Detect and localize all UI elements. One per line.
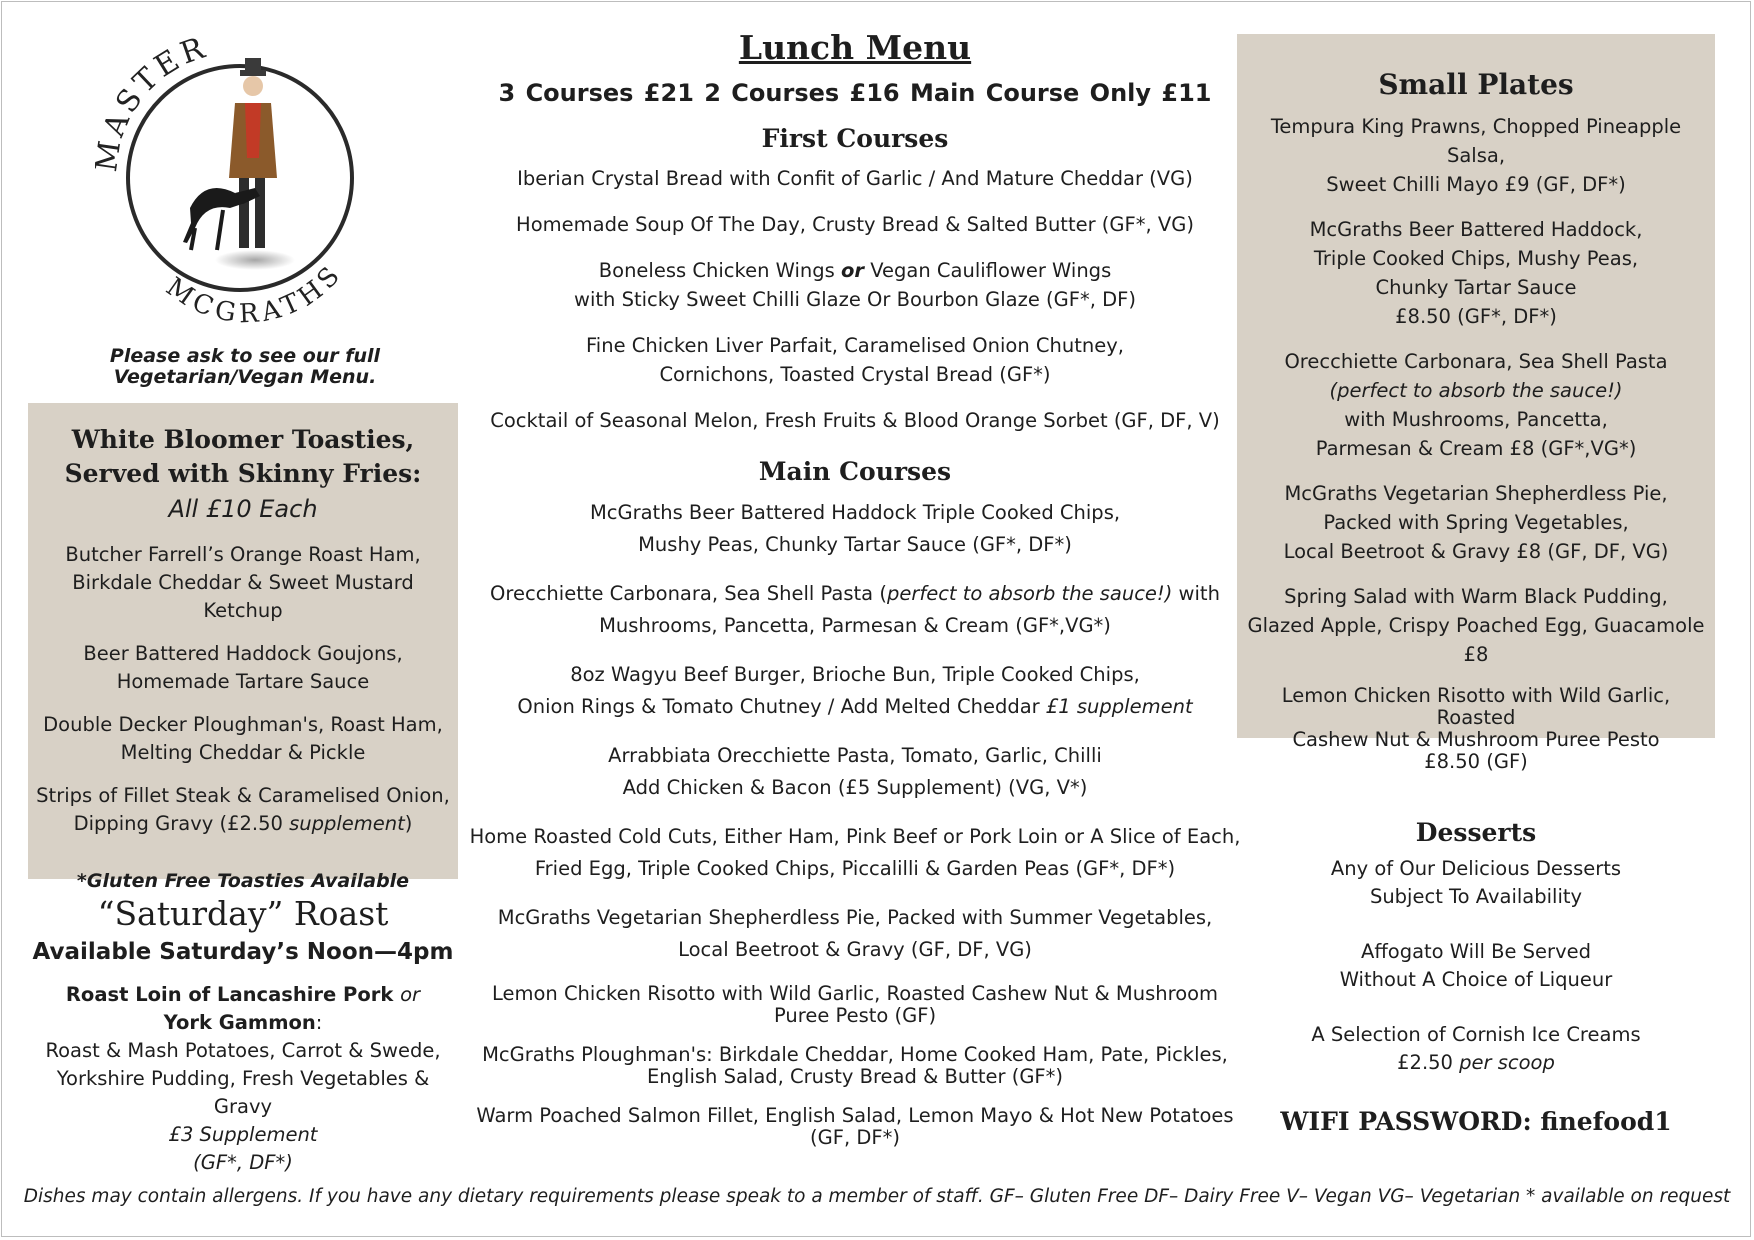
- logo-text-bottom: MCGRATHS: [160, 257, 350, 328]
- toastie-line: Homemade Tartare Sauce: [116, 670, 370, 693]
- ask-note-line-2: Vegetarian/Vegan Menu.: [113, 366, 377, 388]
- menu-item: [460, 256, 1250, 314]
- menu-line: Mushrooms, Pancetta, Parmesan & Cream (GF*,VG*): [599, 614, 1111, 637]
- small-plate-item: [1243, 347, 1709, 463]
- roast-line: Roast & Mash Potatoes, Carrot & Swede,: [45, 1039, 441, 1062]
- menu-line: [460, 578, 1250, 610]
- toasties-title-1: White Bloomer Toasties,: [71, 425, 415, 454]
- roast-availability: Available Saturday’s Noon—4pm: [32, 939, 454, 965]
- roast-title: “Saturday” Roast: [97, 894, 389, 933]
- menu-line: Mushy Peas, Chunky Tartar Sauce (GF*, DF*): [638, 533, 1072, 556]
- menu-line: McGraths Vegetarian Shepherdless Pie, Packed with Summer Vegetables,: [497, 906, 1213, 929]
- menu-line: Home Roasted Cold Cuts, Either Ham, Pink Beef or Pork Loin or A Slice of Each,: [469, 825, 1241, 848]
- menu-item: [460, 210, 1250, 239]
- wifi-password: WIFI PASSWORD: finefood1: [1280, 1107, 1672, 1136]
- plate-line-italic: (perfect to absorb the sauce!): [1329, 379, 1623, 402]
- roast-text-italic: or: [400, 983, 421, 1006]
- menu-line: Add Chicken & Bacon (£5 Supplement) (VG, V*): [622, 776, 1088, 799]
- small-plate-item: [1243, 112, 1709, 199]
- roast-supplement: £3 Supplement: [168, 1123, 318, 1146]
- menu-line: Arrabbiata Orecchiette Pasta, Tomato, Garlic, Chilli: [608, 744, 1102, 767]
- plate-line: Local Beetroot & Gravy £8 (GF, DF, VG): [1283, 540, 1669, 563]
- menu-item: [460, 578, 1250, 642]
- plate-line: Tempura King Prawns, Chopped Pineapple Salsa,: [1270, 115, 1682, 167]
- roast-text: York Gammon: [163, 1011, 316, 1034]
- first-courses-title: First Courses: [761, 124, 949, 153]
- toastie-item: [34, 541, 452, 625]
- menu-item: [460, 821, 1250, 885]
- menu-text: with: [1172, 582, 1220, 605]
- menu-text-italic: perfect to absorb the sauce!): [886, 582, 1173, 605]
- menu-text-italic: or: [841, 259, 865, 282]
- menu-line: [460, 256, 1250, 285]
- roast-text: Roast Loin of Lancashire Pork: [65, 983, 401, 1006]
- dessert-line: Subject To Availability: [1369, 885, 1583, 908]
- small-plate-item: [1243, 215, 1709, 331]
- man-with-greyhound-illustration: [183, 58, 295, 270]
- menu-line: Cocktail of Seasonal Melon, Fresh Fruits & Blood Orange Sorbet (GF, DF, V): [490, 409, 1220, 432]
- menu-text: Onion Rings & Tomato Chutney / Add Melted Cheddar: [517, 695, 1046, 718]
- menu-line: Puree Pesto (GF): [773, 1004, 937, 1027]
- toastie-line: [34, 810, 452, 838]
- plate-line: McGraths Vegetarian Shepherdless Pie,: [1284, 482, 1668, 505]
- menu-item: [460, 331, 1250, 389]
- menu-item: [460, 983, 1250, 1027]
- menu-text: Vegan Cauliflower Wings: [864, 259, 1112, 282]
- plate-line: Packed with Spring Vegetables,: [1323, 511, 1629, 534]
- master-mcgraths-logo: [95, 28, 385, 328]
- small-plate-item: [1243, 582, 1709, 669]
- logo-text-top: ASTER: [96, 29, 213, 142]
- toastie-text-italic: supplement: [289, 812, 405, 835]
- menu-line: Iberian Crystal Bread with Confit of Garlic / And Mature Cheddar (VG): [517, 167, 1193, 190]
- toastie-line: Double Decker Ploughman's, Roast Ham,: [43, 713, 443, 736]
- dessert-item: [1237, 855, 1715, 911]
- menu-line: Cornichons, Toasted Crystal Bread (GF*): [659, 363, 1051, 386]
- menu-line: McGraths Ploughman's: Birkdale Cheddar, Home Cooked Ham, Pate, Pickles,: [482, 1043, 1228, 1066]
- toasties-price: All £10 Each: [168, 495, 318, 523]
- dessert-text: £2.50: [1397, 1051, 1460, 1074]
- dessert-line: Affogato Will Be Served: [1361, 940, 1591, 963]
- menu-line: Fine Chicken Liver Parfait, Caramelised Onion Chutney,: [586, 334, 1124, 357]
- toastie-line: Butcher Farrell’s Orange Roast Ham,: [65, 543, 421, 566]
- plate-line: Lemon Chicken Risotto with Wild Garlic, Roasted: [1281, 684, 1671, 729]
- menu-line: English Salad, Crusty Bread & Butter (GF*): [646, 1065, 1064, 1088]
- roast-text: :: [315, 1011, 323, 1034]
- plate-line: with Mushrooms, Pancetta,: [1344, 408, 1608, 431]
- plate-line: Orecchiette Carbonara, Sea Shell Pasta: [1284, 350, 1668, 373]
- toastie-item: [34, 640, 452, 696]
- plate-line: Spring Salad with Warm Black Pudding,: [1284, 585, 1668, 608]
- menu-line: with Sticky Sweet Chilli Glaze Or Bourbon Glaze (GF*, DF): [574, 288, 1136, 311]
- menu-line: Warm Poached Salmon Fillet, English Salad, Lemon Mayo & Hot New Potatoes: [476, 1104, 1234, 1127]
- dessert-line: [1237, 1049, 1715, 1077]
- dessert-line: A Selection of Cornish Ice Creams: [1311, 1023, 1641, 1046]
- plate-line: Sweet Chilli Mayo £9 (GF, DF*): [1326, 173, 1626, 196]
- lunch-menu-section: [460, 25, 1250, 1166]
- dessert-item: [1237, 1021, 1715, 1077]
- toasties-title-2: Served with Skinny Fries:: [64, 459, 422, 488]
- toastie-line: Melting Cheddar & Pickle: [120, 741, 366, 764]
- plate-line: Glazed Apple, Crispy Poached Egg, Guacamole £8: [1247, 614, 1705, 666]
- menu-item: [460, 659, 1250, 723]
- toastie-line: Beer Battered Haddock Goujons,: [83, 642, 403, 665]
- menu-line: McGraths Beer Battered Haddock Triple Cooked Chips,: [589, 501, 1121, 524]
- menu-line: [460, 691, 1250, 723]
- toastie-text: ): [404, 812, 413, 835]
- menu-line: 8oz Wagyu Beef Burger, Brioche Bun, Triple Cooked Chips,: [570, 663, 1140, 686]
- small-plates-title: Small Plates: [1378, 68, 1574, 101]
- lunch-menu-title: Lunch Menu: [738, 28, 972, 67]
- dessert-line: Without A Choice of Liqueur: [1339, 968, 1613, 991]
- plate-line: Chunky Tartar Sauce: [1375, 276, 1577, 299]
- menu-item: [460, 1044, 1250, 1088]
- plate-line: £8.50 (GF*, DF*): [1395, 305, 1557, 328]
- menu-item: [460, 1105, 1250, 1149]
- toastie-item: [34, 711, 452, 767]
- menu-item: [460, 740, 1250, 804]
- small-plates-panel: [1237, 34, 1715, 773]
- menu-item: [460, 497, 1250, 561]
- plate-line: Cashew Nut & Mushroom Puree Pesto: [1292, 728, 1660, 751]
- menu-item: [460, 902, 1250, 966]
- menu-line: Lemon Chicken Risotto with Wild Garlic, Roasted Cashew Nut & Mushroom: [491, 982, 1219, 1005]
- gluten-free-note: *Gluten Free Toasties Available: [76, 870, 410, 892]
- lunch-prices: 3 Courses £21 2 Courses £16 Main Course Only £11: [498, 79, 1212, 107]
- svg-text:MASTER: [95, 30, 213, 174]
- main-courses-title: Main Courses: [758, 457, 952, 486]
- dessert-text-italic: per scoop: [1459, 1051, 1555, 1074]
- menu-line: (GF, DF*): [810, 1126, 900, 1149]
- ask-note-line-1: Please ask to see our full: [109, 345, 381, 367]
- menu-item: [460, 406, 1250, 435]
- menu-item: [460, 164, 1250, 193]
- menu-text: Boneless Chicken Wings: [598, 259, 841, 282]
- toastie-text: Dipping Gravy (£2.50: [73, 812, 290, 835]
- plate-line: McGraths Beer Battered Haddock,: [1309, 218, 1643, 241]
- plate-line: Parmesan & Cream £8 (GF*,VG*): [1315, 437, 1637, 460]
- roast-line: Yorkshire Pudding, Fresh Vegetables & Gravy: [56, 1067, 430, 1118]
- saturday-roast-section: [28, 893, 458, 1177]
- plate-line: Triple Cooked Chips, Mushy Peas,: [1313, 247, 1639, 270]
- small-plate-item: [1243, 685, 1709, 773]
- dessert-item: [1237, 938, 1715, 994]
- toasties-panel: [28, 403, 458, 892]
- menu-text-italic: £1 supplement: [1045, 695, 1193, 718]
- allergen-footer: Dishes may contain allergens. If you have any dietary requirements please speak to a member of staff. GF– Gluten Free DF– Dairy Free V– Vegan VG– Vegetarian * available on request: [23, 1186, 1731, 1207]
- desserts-section: [1237, 815, 1715, 1140]
- plate-line: £8.50 (GF): [1424, 750, 1528, 773]
- toastie-item: [34, 782, 452, 838]
- toastie-line: Birkdale Cheddar & Sweet Mustard Ketchup: [72, 571, 414, 622]
- menu-line: Local Beetroot & Gravy (GF, DF, VG): [678, 938, 1032, 961]
- desserts-title: Desserts: [1415, 818, 1537, 847]
- dessert-line: Any of Our Delicious Desserts: [1330, 857, 1622, 880]
- menu-text: Orecchiette Carbonara, Sea Shell Pasta (: [490, 582, 887, 605]
- vegetarian-menu-note: [40, 346, 450, 388]
- roast-line: [28, 981, 458, 1009]
- roast-dietary: (GF*, DF*): [193, 1151, 293, 1174]
- roast-line: [28, 1009, 458, 1037]
- menu-line: Homemade Soup Of The Day, Crusty Bread & Salted Butter (GF*, VG): [516, 213, 1194, 236]
- menu-line: Fried Egg, Triple Cooked Chips, Piccalilli & Garden Peas (GF*, DF*): [534, 857, 1176, 880]
- small-plate-item: [1243, 479, 1709, 566]
- toastie-line: Strips of Fillet Steak & Caramelised Onion,: [36, 784, 450, 807]
